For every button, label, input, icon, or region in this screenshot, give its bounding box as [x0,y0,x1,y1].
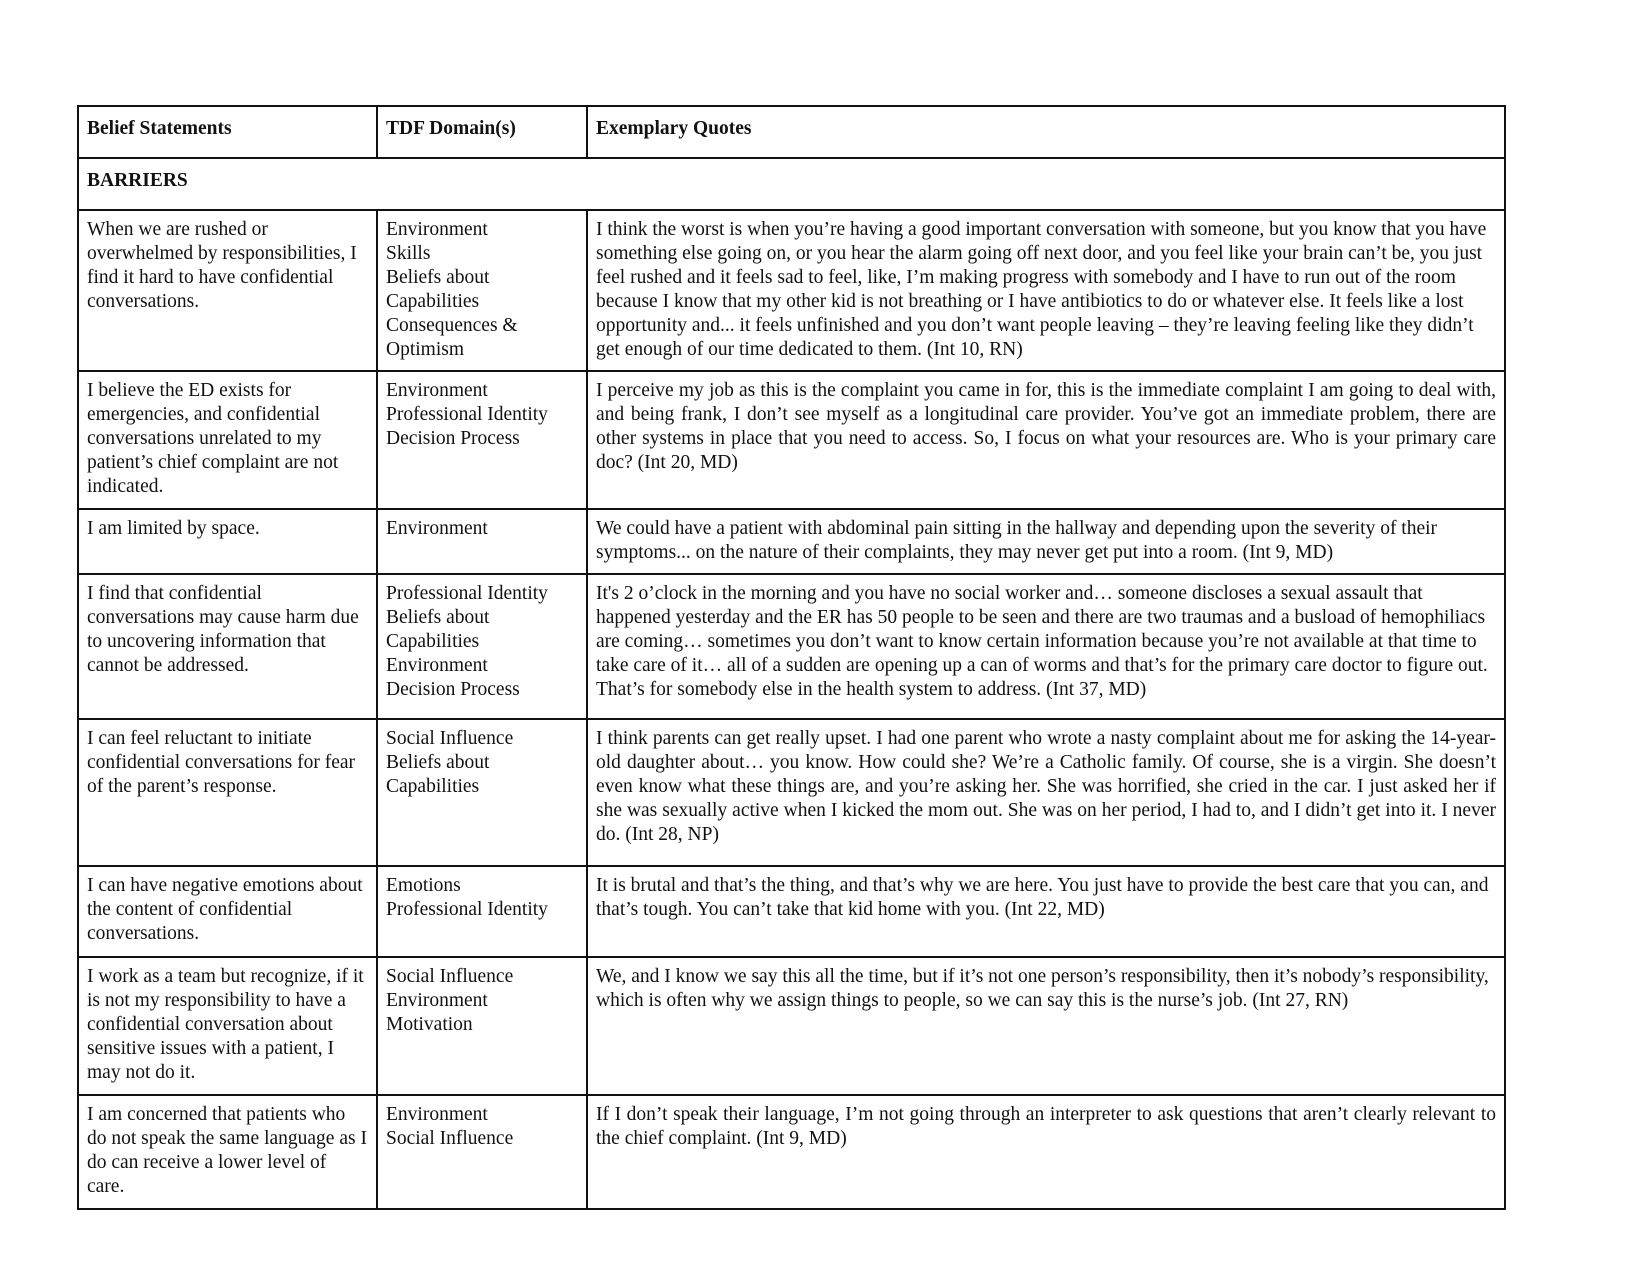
tdf-domain: Social Influence [386,1128,514,1149]
belief-statement-cell: I find that confidential conversations may cause harm due to uncovering information that cannot be addressed. [78,574,377,719]
exemplary-quote-cell: It is brutal and that’s the thing, and that’s why we are here. You just have to provide the best care that you can, and that’s tough. You can’t take that kid home with you. (Int 22, MD) [587,866,1505,957]
tdf-domains-cell [377,719,587,866]
tdf-domain: Capabilities [386,776,480,797]
belief-statement-cell: I work as a team but recognize, if it is not my responsibility to have a confidential conversation about sensitive issues with a patient, I may not do it. [78,957,377,1095]
tdf-domain: Social Influence [386,966,514,987]
tdf-domain: Environment [386,380,488,401]
belief-statements-table [77,105,1506,1210]
table-row [78,509,1505,574]
tdf-domain: Environment [386,655,488,676]
tdf-domain: Consequences & [386,315,518,336]
belief-statement-cell: I can have negative emotions about the content of confidential conversations. [78,866,377,957]
tdf-domain: Emotions [386,875,461,896]
tdf-domains-cell [377,371,587,509]
tdf-domains-cell [377,509,587,574]
table-row [78,574,1505,719]
table-row [78,957,1505,1095]
tdf-domain: Decision Process [386,428,520,449]
tdf-domain: Professional Identity [386,899,548,920]
table-row [78,719,1505,866]
tdf-domain: Professional Identity [386,404,548,425]
exemplary-quote-cell: It's 2 o’clock in the morning and you have no social worker and… someone discloses a sexual assault that happened yesterday and the ER has 50 people to be seen and there are two traumas and a busload of hemophiliacs are coming… sometimes you don’t want to know certain information because you’re not available at that time to take care of it… all of a sudden are opening up a can of worms and that’s for the primary care doctor to figure out. That’s for somebody else in the health system to address. (Int 37, MD) [587,574,1505,719]
tdf-domain: Decision Process [386,679,520,700]
header-tdf-domains: TDF Domain(s) [377,106,587,158]
tdf-domain: Professional Identity [386,583,548,604]
belief-statement-cell: When we are rushed or overwhelmed by responsibilities, I find it hard to have confidential conversations. [78,210,377,371]
exemplary-quote-cell: If I don’t speak their language, I’m not going through an interpreter to ask questions that aren’t clearly relevant to the chief complaint. (Int 9, MD) [587,1095,1505,1209]
tdf-domain: Environment [386,990,488,1011]
table-row [78,210,1505,371]
tdf-domain: Motivation [386,1014,473,1035]
exemplary-quote-cell: We, and I know we say this all the time, but if it’s not one person’s responsibility, then it’s nobody’s responsibility, which is often why we assign things to people, so we can say this is the nurse’s job. (Int 27, RN) [587,957,1505,1095]
section-row-barriers [78,158,1505,210]
belief-statement-cell: I believe the ED exists for emergencies, and confidential conversations unrelated to my patient’s chief complaint are not indicated. [78,371,377,509]
exemplary-quote-cell: I perceive my job as this is the complaint you came in for, this is the immediate complaint I am going to deal with, and being frank, I don’t see myself as a longitudinal care provider. You’ve got an immediate problem, there are other systems in place that you need to access. So, I focus on what your resources are. Who is your primary care doc? (Int 20, MD) [587,371,1505,509]
tdf-domain: Beliefs about [386,267,490,288]
table-row [78,866,1505,957]
exemplary-quote-cell: We could have a patient with abdominal pain sitting in the hallway and depending upon the severity of their symptoms... on the nature of their complaints, they may never get put into a room. (Int 9, MD) [587,509,1505,574]
section-label-barriers: BARRIERS [78,158,1505,210]
belief-statement-cell: I can feel reluctant to initiate confidential conversations for fear of the parent’s response. [78,719,377,866]
header-belief-statements: Belief Statements [78,106,377,158]
table-row [78,1095,1505,1209]
tdf-domains-cell [377,957,587,1095]
belief-statement-cell: I am concerned that patients who do not speak the same language as I do can receive a lower level of care. [78,1095,377,1209]
tdf-domain: Capabilities [386,291,480,312]
tdf-domains-cell [377,1095,587,1209]
table-row [78,371,1505,509]
belief-statement-cell: I am limited by space. [78,509,377,574]
tdf-domain: Beliefs about [386,607,490,628]
table-header-row [78,106,1505,158]
header-exemplary-quotes: Exemplary Quotes [587,106,1505,158]
tdf-domain: Environment [386,219,488,240]
tdf-domain: Environment [386,1104,488,1125]
tdf-domain: Environment [386,518,488,539]
tdf-domains-cell [377,574,587,719]
tdf-domains-cell [377,210,587,371]
tdf-domain: Social Influence [386,728,514,749]
exemplary-quote-cell: I think the worst is when you’re having a good important conversation with someone, but you know that you have something else going on, or you hear the alarm going off next door, and you feel like your brain can’t be, you just feel rushed and it feels sad to feel, like, I’m making progress with somebody and I have to run out of the room because I know that my other kid is not breathing or I have antibiotics to do or whatever else. It feels like a lost opportunity and... it feels unfinished and you don’t want people leaving – they’re leaving feeling like they didn’t get enough of our time dedicated to them. (Int 10, RN) [587,210,1505,371]
exemplary-quote-cell: I think parents can get really upset. I had one parent who wrote a nasty complaint about me for asking the 14-year-old daughter about… you know. How could she? We’re a Catholic family. Of course, she is a virgin. She doesn’t even know what these things are, and you’re asking her. She was horrified, she cried in the car. I just asked her if she was sexually active when I kicked the mom out. She was on her period, I had to, and I didn’t get into it. I never do. (Int 28, NP) [587,719,1505,866]
tdf-domain: Beliefs about [386,752,490,773]
tdf-domain: Skills [386,243,431,264]
tdf-domain: Optimism [386,339,465,360]
tdf-domains-cell [377,866,587,957]
tdf-domain: Capabilities [386,631,480,652]
